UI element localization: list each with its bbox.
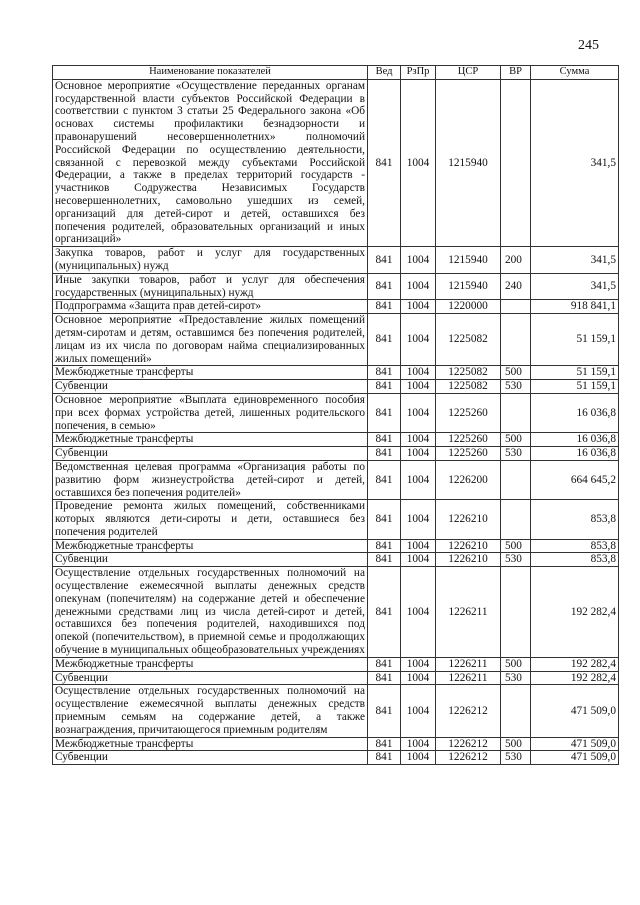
page-number: 245 [578, 38, 599, 53]
name-cell: Основное мероприятие «Выплата единовременного пособия при всех формах устройства детей, лишенных родительского попечения, в семью» [53, 393, 368, 432]
ved-cell: 841 [368, 500, 401, 539]
name-cell: Межбюджетные трансферты [53, 433, 368, 447]
table-row [53, 380, 619, 394]
csr-cell: 1226212 [436, 751, 501, 765]
name-cell: Межбюджетные трансферты [53, 366, 368, 380]
vr-cell: 530 [501, 671, 531, 685]
table-row [53, 447, 619, 461]
name-cell: Закупка товаров, работ и услуг для государственных (муниципальных) нужд [53, 247, 368, 274]
vr-cell: 500 [501, 433, 531, 447]
ved-cell: 841 [368, 366, 401, 380]
sum-cell: 341,5 [531, 247, 619, 274]
sum-cell: 16 036,8 [531, 393, 619, 432]
csr-cell: 1226212 [436, 737, 501, 751]
table-row [53, 500, 619, 539]
ved-cell: 841 [368, 300, 401, 314]
csr-cell: 1215940 [436, 79, 501, 246]
ved-cell: 841 [368, 447, 401, 461]
table-row [53, 393, 619, 432]
csr-cell: 1225260 [436, 393, 501, 432]
sum-cell: 471 509,0 [531, 751, 619, 765]
vr-cell: 500 [501, 539, 531, 553]
header-name: Наименование показателей [53, 66, 368, 80]
table-row [53, 671, 619, 685]
csr-cell: 1215940 [436, 247, 501, 274]
name-cell: Осуществление отдельных государственных полномочий на осуществление ежемесячной выплаты денежных средств приемным семьям на содержание детей, а также вознаграждения, причитающегося приемным родителям [53, 685, 368, 737]
table-row [53, 657, 619, 671]
sum-cell: 471 509,0 [531, 737, 619, 751]
rzpr-cell: 1004 [401, 247, 436, 274]
sum-cell: 192 282,4 [531, 671, 619, 685]
sum-cell: 853,8 [531, 500, 619, 539]
table-row [53, 273, 619, 300]
vr-cell: 500 [501, 737, 531, 751]
header-sum: Сумма [531, 66, 619, 80]
sum-cell: 16 036,8 [531, 433, 619, 447]
csr-cell: 1225260 [436, 433, 501, 447]
sum-cell: 853,8 [531, 553, 619, 567]
sum-cell: 51 159,1 [531, 366, 619, 380]
name-cell: Межбюджетные трансферты [53, 539, 368, 553]
rzpr-cell: 1004 [401, 685, 436, 737]
table-row [53, 737, 619, 751]
ved-cell: 841 [368, 539, 401, 553]
table-row [53, 314, 619, 366]
header-vr: ВР [501, 66, 531, 80]
sum-cell: 664 645,2 [531, 460, 619, 499]
rzpr-cell: 1004 [401, 500, 436, 539]
name-cell: Подпрограмма «Защита прав детей-сирот» [53, 300, 368, 314]
table-row [53, 539, 619, 553]
name-cell: Субвенции [53, 447, 368, 461]
name-cell: Основное мероприятие «Предоставление жилых помещений детям-сиротам и детям, оставшимся без попечения родителей, лицам из их числа по договорам найма специализированных жилых помещений» [53, 314, 368, 366]
rzpr-cell: 1004 [401, 447, 436, 461]
vr-cell: 500 [501, 366, 531, 380]
rzpr-cell: 1004 [401, 737, 436, 751]
table-row [53, 300, 619, 314]
csr-cell: 1225082 [436, 366, 501, 380]
rzpr-cell: 1004 [401, 366, 436, 380]
rzpr-cell: 1004 [401, 539, 436, 553]
ved-cell: 841 [368, 79, 401, 246]
csr-cell: 1225260 [436, 447, 501, 461]
ved-cell: 841 [368, 460, 401, 499]
name-cell: Межбюджетные трансферты [53, 737, 368, 751]
ved-cell: 841 [368, 314, 401, 366]
csr-cell: 1226200 [436, 460, 501, 499]
vr-cell [501, 567, 531, 658]
sum-cell: 192 282,4 [531, 657, 619, 671]
vr-cell: 200 [501, 247, 531, 274]
rzpr-cell: 1004 [401, 300, 436, 314]
vr-cell [501, 300, 531, 314]
ved-cell: 841 [368, 433, 401, 447]
table-row [53, 247, 619, 274]
rzpr-cell: 1004 [401, 79, 436, 246]
vr-cell [501, 393, 531, 432]
vr-cell [501, 314, 531, 366]
vr-cell: 240 [501, 273, 531, 300]
name-cell: Субвенции [53, 671, 368, 685]
rzpr-cell: 1004 [401, 671, 436, 685]
table-row [53, 567, 619, 658]
vr-cell: 530 [501, 751, 531, 765]
name-cell: Основное мероприятие «Осуществление переданных органам государственной власти субъектов Российской Федерации в соответствии с пунктом 3 статьи 25 Федерального закона «Об основах системы профилактики безнадзорности и правонарушений несовершеннолетних» полномочий Российской Федерации по осуществлению деятельности, связанной с перевозкой между субъектами Российской Федерации, а также в пределах территорий государств - участников Содружества Независимых Государств несовершеннолетних, самовольно ушедших из семей, организаций для детей-сирот и детей, оставшихся без попечения родителей, образовательных организаций и иных организаций» [53, 79, 368, 246]
sum-cell: 16 036,8 [531, 447, 619, 461]
vr-cell [501, 460, 531, 499]
csr-cell: 1226211 [436, 657, 501, 671]
table-row [53, 433, 619, 447]
rzpr-cell: 1004 [401, 460, 436, 499]
vr-cell [501, 79, 531, 246]
ved-cell: 841 [368, 751, 401, 765]
ved-cell: 841 [368, 393, 401, 432]
table-header-row [53, 66, 619, 80]
table-row [53, 366, 619, 380]
name-cell: Иные закупки товаров, работ и услуг для обеспечения государственных (муниципальных) нужд [53, 273, 368, 300]
rzpr-cell: 1004 [401, 273, 436, 300]
csr-cell: 1226211 [436, 671, 501, 685]
header-ved: Вед [368, 66, 401, 80]
ved-cell: 841 [368, 380, 401, 394]
rzpr-cell: 1004 [401, 433, 436, 447]
sum-cell: 918 841,1 [531, 300, 619, 314]
vr-cell [501, 685, 531, 737]
csr-cell: 1226210 [436, 500, 501, 539]
table-row [53, 79, 619, 246]
table-row [53, 553, 619, 567]
sum-cell: 51 159,1 [531, 380, 619, 394]
rzpr-cell: 1004 [401, 751, 436, 765]
ved-cell: 841 [368, 247, 401, 274]
table-row [53, 460, 619, 499]
budget-table [52, 65, 619, 765]
ved-cell: 841 [368, 685, 401, 737]
sum-cell: 341,5 [531, 79, 619, 246]
ved-cell: 841 [368, 273, 401, 300]
name-cell: Осуществление отдельных государственных полномочий на осуществление ежемесячной выплаты денежных средств опекунам (попечителям) на содержание детей и обеспечение денежными средствами лиц из числа детей-сирот и детей, оставшихся без попечения родителей, находившихся под опекой (попечительством), в приемной семье и продолжающих обучение в муниципальных общеобразовательных учреждениях [53, 567, 368, 658]
table-row [53, 685, 619, 737]
ved-cell: 841 [368, 553, 401, 567]
csr-cell: 1215940 [436, 273, 501, 300]
rzpr-cell: 1004 [401, 380, 436, 394]
csr-cell: 1226212 [436, 685, 501, 737]
header-rzpr: РзПр [401, 66, 436, 80]
name-cell: Межбюджетные трансферты [53, 657, 368, 671]
sum-cell: 853,8 [531, 539, 619, 553]
ved-cell: 841 [368, 737, 401, 751]
name-cell: Проведение ремонта жилых помещений, собственниками которых являются дети-сироты и дети, оставшиеся без попечения родителей [53, 500, 368, 539]
csr-cell: 1226210 [436, 539, 501, 553]
vr-cell [501, 500, 531, 539]
name-cell: Субвенции [53, 751, 368, 765]
rzpr-cell: 1004 [401, 567, 436, 658]
rzpr-cell: 1004 [401, 314, 436, 366]
csr-cell: 1226210 [436, 553, 501, 567]
rzpr-cell: 1004 [401, 553, 436, 567]
table-body [53, 79, 619, 764]
sum-cell: 471 509,0 [531, 685, 619, 737]
ved-cell: 841 [368, 657, 401, 671]
csr-cell: 1226211 [436, 567, 501, 658]
vr-cell: 530 [501, 380, 531, 394]
header-csr: ЦСР [436, 66, 501, 80]
table-row [53, 751, 619, 765]
ved-cell: 841 [368, 671, 401, 685]
name-cell: Субвенции [53, 380, 368, 394]
vr-cell: 530 [501, 553, 531, 567]
sum-cell: 192 282,4 [531, 567, 619, 658]
name-cell: Ведомственная целевая программа «Организация работы по развитию форм жизнеустройства детей-сирот и детей, оставшихся без попечения родителей» [53, 460, 368, 499]
sum-cell: 341,5 [531, 273, 619, 300]
vr-cell: 500 [501, 657, 531, 671]
rzpr-cell: 1004 [401, 657, 436, 671]
name-cell: Субвенции [53, 553, 368, 567]
ved-cell: 841 [368, 567, 401, 658]
csr-cell: 1225082 [436, 380, 501, 394]
vr-cell: 530 [501, 447, 531, 461]
csr-cell: 1220000 [436, 300, 501, 314]
csr-cell: 1225082 [436, 314, 501, 366]
rzpr-cell: 1004 [401, 393, 436, 432]
sum-cell: 51 159,1 [531, 314, 619, 366]
